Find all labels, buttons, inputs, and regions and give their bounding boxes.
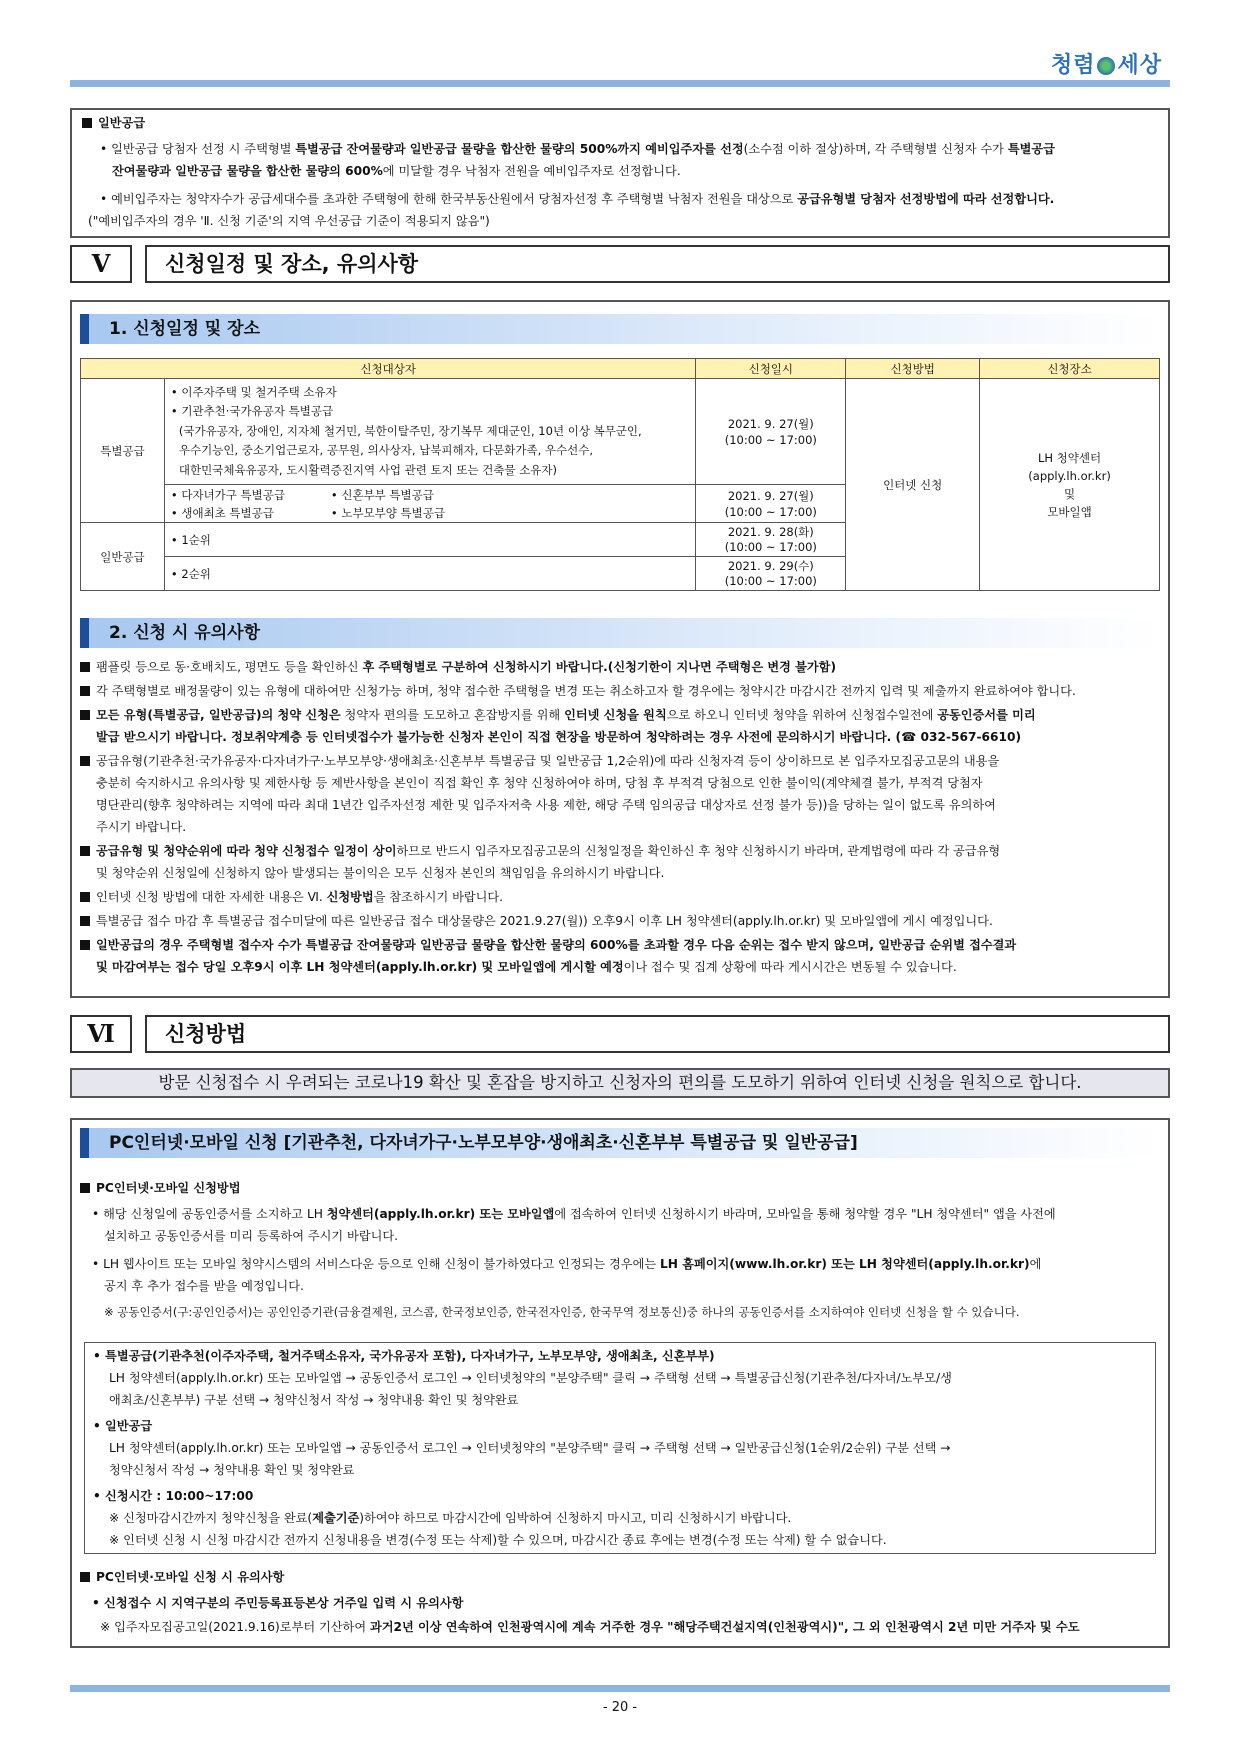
special-supply-label: 특별공급	[81, 379, 165, 523]
general-rank-1: • 1순위	[164, 523, 695, 557]
subsection-2-title: 2. 신청 시 유의사항	[80, 618, 1160, 648]
section-6-title: 신청방법	[145, 1015, 1170, 1053]
note-8: 일반공급의 경우 주택형별 접수자 수가 특별공급 잔여물량과 일반공급 물량을 합산한 물량의 600%를 초과할 경우 다음 순위는 접수 받지 않으며, 일반공급 순위별 접수결과 및 마감여부는 접수 당일 오후9시 이후 LH 청약센터(apply.lh.or.kr) 및 모바일앱에 게시할 예정이나 접수 및 집계 상황에 따라 게시시간은 변동될 수 있습니다.	[80, 934, 1165, 978]
special-date-1: 2021. 9. 27(월) (10:00 ~ 17:00)	[696, 379, 846, 485]
procedure-time-title: • 신청시간 : 10:00~17:00	[93, 1489, 254, 1503]
header-method: 신청방법	[846, 359, 980, 379]
general-date-2: 2021. 9. 29(수) (10:00 ~ 17:00)	[696, 557, 846, 591]
apply-place: LH 청약센터 (apply.lh.or.kr) 및 모바일앱	[980, 379, 1160, 591]
procedure-general-title: • 일반공급	[93, 1419, 153, 1433]
table-row	[81, 379, 1160, 485]
procedure-special-steps: LH 청약센터(apply.lh.or.kr) 또는 모바일앱 → 공동인증서 로그인 → 인터넷청약의 "분양주택" 클릭 → 주택형 선택 → 특별공급신청(기관추천/다자녀/노부모/생 애최초/신혼부부) 구분 선택 → 청약신청서 작성 → 청약내용 확인 및 청약완료	[109, 1371, 952, 1407]
schedule-table	[80, 358, 1160, 591]
pc-caution-note: ※ 입주자모집공고일(2021.9.16)로부터 기산하여 과거2년 이상 연속하여 인천광역시에 계속 거주한 경우 "해당주택건설지역(인천광역시)", 그 외 인천광역시 2년 미만 거주자 및 수도	[100, 1620, 1080, 1634]
procedure-time-note-2: ※ 인터넷 신청 시 신청 마감시간 전까지 신청내용을 변경(수정 또는 삭제)할 수 있으며, 마감시간 종료 후에는 변경(수정 또는 삭제) 할 수 없습니다.	[109, 1533, 887, 1547]
top-divider	[70, 80, 1170, 87]
note-1: 팸플릿 등으로 동·호배치도, 평면도 등을 확인하신 후 주택형별로 구분하여 신청하시기 바랍니다.(신청기한이 지나면 주택형은 변경 불가함)	[80, 656, 1165, 678]
note-5: 공급유형 및 청약순위에 따라 청약 신청접수 일정이 상이하므로 반드시 입주자모집공고문의 신청일정을 확인하신 후 청약 신청하시기 바라며, 관계법령에 따라 각 공급유형 및 청약순위 신청일에 신청하지 않아 발생되는 불이익은 모두 신청자 본인의 책임임을 유의하시기 바랍니다.	[80, 840, 1165, 884]
note-3: 모든 유형(특별공급, 일반공급)의 청약 신청은 청약자 편의를 도모하고 혼잡방지를 위해 인터넷 신청을 원칙으로 하오니 인터넷 청약을 위하여 신청접수일전에 공동인증서를 미리 발급 받으시기 바랍니다. 정보취약계층 등 인터넷접수가 불가능한 신청자 본인이 직접 현장을 방문하여 청약하려는 경우 사전에 문의하시기 바랍니다. (☎ 032-567-6610)	[80, 704, 1165, 748]
pc-cert-note: ※ 공동인증서(구:공인인증서)는 공인인증기관(금융결제원, 코스콤, 한국정보인증, 한국전자인증, 한국무역 정보통신)중 하나의 공동인증서를 소지하여야 인터넷 신청을 할 수 있습니다.	[104, 1305, 1020, 1319]
notes-list	[80, 656, 1165, 978]
note-2: 각 주택형별로 배정물량이 있는 유형에 대하여만 신청가능 하며, 청약 접수한 주택형을 변경 또는 취소하고자 할 경우에는 청약시간 마감시간 전까지 입력 및 제출까지 완료하여야 합니다.	[80, 680, 1165, 702]
procedure-time-note-1: ※ 신청마감시간까지 청약신청을 완료(제출기준)하여야 하므로 마감시간에 임박하여 신청하지 마시고, 미리 신청하시기 바랍니다.	[109, 1511, 792, 1525]
pc-caution-bullet: • 신청접수 시 지역구분의 주민등록표등본상 거주일 입력 시 유의사항	[92, 1596, 464, 1610]
section-6-number: Ⅵ	[70, 1015, 132, 1053]
procedure-box	[84, 1342, 1156, 1554]
pc-apply-heading: PC인터넷·모바일 신청방법	[80, 1177, 1165, 1199]
pc-caution-heading: PC인터넷·모바일 신청 시 유의사항	[80, 1566, 1165, 1588]
header-target: 신청대상자	[81, 359, 696, 379]
square-bullet-icon	[80, 710, 90, 720]
pc-bullet-1: • 해당 신청일에 공동인증서를 소지하고 LH 청약센터(apply.lh.or.kr) 또는 모바일앱에 접속하여 인터넷 신청하시기 바라며, 모바일을 통해 청약할 경우 "LH 청약센터" 앱을 사전에 설치하고 공동인증서를 미리 등록하여 주시기 바랍니다.	[92, 1207, 1056, 1243]
header-date: 신청일시	[696, 359, 846, 379]
pc-apply-content	[80, 1177, 1165, 1323]
general-supply-box	[70, 108, 1170, 238]
pc-bullet-2: • LH 웹사이트 또는 모바일 청약시스템의 서비스다운 등으로 인해 신청이 불가하였다고 인정되는 경우에는 LH 홈페이지(www.lh.or.kr) 또는 LH 청약센터(apply.lh.or.kr)에 공지 후 추가 접수를 받을 예정입니다.	[92, 1257, 1042, 1293]
general-supply-note: ("예비입주자의 경우 'Ⅱ. 신청 기준'의 지역 우선공급 기준이 적용되지 않음")	[88, 214, 490, 228]
square-bullet-icon	[80, 686, 90, 696]
note-7: 특별공급 접수 마감 후 특별공급 접수미달에 따른 일반공급 접수 대상물량은 2021.9.27(월)) 오후9시 이후 LH 청약센터(apply.lh.or.kr) 및 모바일앱에 게시 예정입니다.	[80, 910, 1165, 932]
note-6: 인터넷 신청 방법에 대한 자세한 내용은 Ⅵ. 신청방법을 참조하시기 바랍니다.	[80, 886, 1165, 908]
square-bullet-icon	[80, 892, 90, 902]
square-bullet-icon	[80, 1183, 90, 1193]
general-supply-bullet-2: • 예비입주자는 청약자수가 공급세대수를 초과한 주택형에 한해 한국부동산원에서 당첨자선정 후 주택형별 낙첨자 전원을 대상으로 공급유형별 당첨자 선정방법에 따라 선정합니다.	[100, 192, 1055, 206]
procedure-special-title: • 특별공급(기관추천(이주자주택, 철거주택소유자, 국가유공자 포함), 다자녀가구, 노부모부양, 생애최초, 신혼부부)	[93, 1349, 715, 1363]
square-bullet-icon	[80, 940, 90, 950]
square-bullet-icon	[80, 662, 90, 672]
general-supply-title: 일반공급	[98, 116, 146, 130]
section-5-title: 신청일정 및 장소, 유의사항	[145, 245, 1170, 283]
general-date-1: 2021. 9. 28(화) (10:00 ~ 17:00)	[696, 523, 846, 557]
page-number: - 20 -	[602, 1700, 638, 1715]
general-rank-2: • 2순위	[164, 557, 695, 591]
general-supply-bullet-1: • 일반공급 당첨자 선정 시 주택형별 특별공급 잔여물량과 일반공급 물량을 합산한 물량의 500%까지 예비입주자를 선정(소수점 이하 절상)하며, 각 주택형별 신청자 수가 특별공급 잔여물량과 일반공급 물량을 합산한 물량의 600%에 미달할 경우 낙첨자 전원을 예비입주자로 선정합니다.	[100, 142, 1055, 178]
square-bullet-icon	[80, 756, 90, 766]
subsection-3-title: PC인터넷·모바일 신청 [기관추천, 다자녀가구·노부모부양·생애최초·신혼부부 특별공급 및 일반공급]	[80, 1128, 1160, 1158]
square-bullet-icon	[80, 916, 90, 926]
note-4: 공급유형(기관추천·국가유공자·다자녀가구·노부모부양·생애최초·신혼부부 특별공급 및 일반공급 1,2순위)에 따라 신청자격 등이 상이하므로 본 입주자모집공고문의 내용을 충분히 숙지하시고 유의사항 및 제한사항 등 제반사항을 본인이 직접 확인 후 청약 신청하여야 하며, 당첨 후 부적격 당첨으로 인한 불이익(계약체결 불가, 부적격 당첨자 명단관리(향후 청약하려는 지역에 따라 최대 1년간 입주자선정 제한 및 입주자저축 사용 제한, 해당 주택 임의공급 대상자로 선정 불가 등))을 당하는 일이 없도록 유의하여 주시기 바랍니다.	[80, 750, 1165, 838]
general-supply-label: 일반공급	[81, 523, 165, 591]
bottom-divider	[70, 1685, 1170, 1692]
table-header-row	[81, 359, 1160, 379]
square-bullet-icon	[82, 118, 92, 128]
section-5-number: Ⅴ	[70, 245, 132, 283]
header-place: 신청장소	[980, 359, 1160, 379]
special-targets-1: • 이주자주택 및 철거주택 소유자 • 기관추천·국가유공자 특별공급 (국가유공자, 장애인, 지자체 철거민, 북한이탈주민, 장기복무 제대군인, 10년 이상 복무군인, 우수기능인, 중소기업근로자, 공무원, 의사상자, 납북피해자, 다문화가족, 우수선수, 대한민국체육유공자, 도시활력증진지역 사업 관련 토지 또는 건축물 소유자)	[164, 379, 695, 485]
logo: 청렴 세상	[1050, 52, 1162, 78]
notice-banner: 방문 신청접수 시 우려되는 코로나19 확산 및 혼잡을 방지하고 신청자의 편의를 도모하기 위하여 인터넷 신청을 원칙으로 합니다.	[70, 1068, 1170, 1098]
subsection-1-title: 1. 신청일정 및 장소	[80, 314, 1160, 344]
square-bullet-icon	[80, 846, 90, 856]
square-bullet-icon	[80, 1572, 90, 1582]
special-date-2: 2021. 9. 27(월) (10:00 ~ 17:00)	[696, 485, 846, 523]
procedure-general-steps: LH 청약센터(apply.lh.or.kr) 또는 모바일앱 → 공동인증서 로그인 → 인터넷청약의 "분양주택" 클릭 → 주택형 선택 → 일반공급신청(1순위/2순위) 구분 선택 → 청약신청서 작성 → 청약내용 확인 및 청약완료	[109, 1441, 951, 1477]
special-targets-2: • 다자녀가구 특별공급 • 신혼부부 특별공급 • 생애최초 특별공급 • 노부모부양 특별공급	[164, 485, 695, 523]
pc-caution-content	[80, 1566, 1165, 1638]
apply-method: 인터넷 신청	[846, 379, 980, 591]
logo-emblem-icon	[1097, 57, 1115, 75]
